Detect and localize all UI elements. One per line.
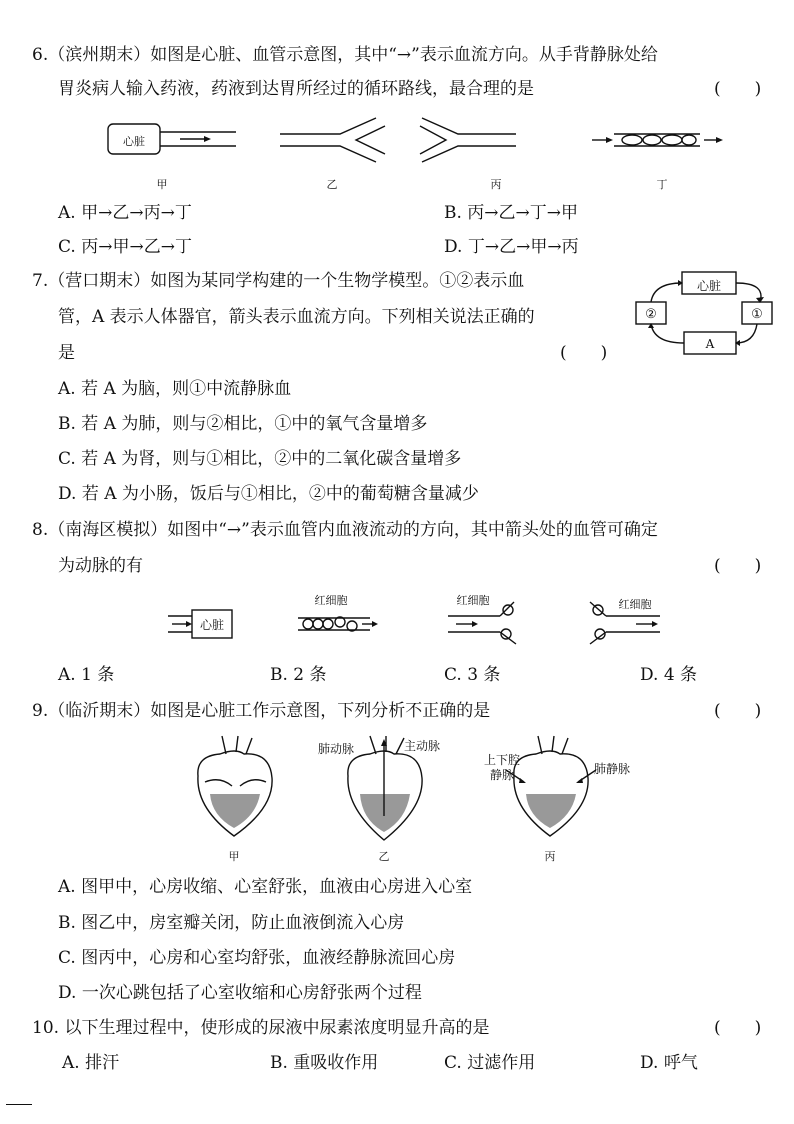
q9-option-c[interactable]: C. 图丙中，心房和心室均舒张，血液经静脉流回心房: [58, 948, 456, 968]
q6-option-c[interactable]: C. 丙→甲→乙→丁: [58, 237, 192, 257]
q8-figures: [0, 590, 794, 650]
q7-option-c[interactable]: C. 若 A 为肾，则与①相比，②中的二氧化碳含量增多: [58, 449, 462, 469]
q9-heart-diagrams: [0, 736, 794, 846]
q8-rbc-label-2: 红细胞: [456, 594, 490, 607]
q7-option-a[interactable]: A. 若 A 为脑，则①中流静脉血: [58, 379, 292, 399]
q6-option-d[interactable]: D. 丁→乙→甲→丙: [444, 237, 579, 257]
q10-option-a[interactable]: A. 排汗: [62, 1053, 120, 1073]
q9-option-a[interactable]: A. 图甲中，心房收缩、心室舒张，血液由心房进入心室: [58, 877, 473, 897]
q9-aorta-label: 主动脉: [403, 739, 440, 753]
q7-option-d[interactable]: D. 若 A 为小肠，饭后与①相比，②中的葡萄糖含量减少: [58, 484, 479, 504]
q9-fig-label-2: 乙: [378, 850, 390, 863]
q8-option-d[interactable]: D. 4 条: [640, 665, 698, 685]
q10-answer-paren[interactable]: ( ): [714, 1018, 762, 1038]
q8-stem-line2: 为动脉的有: [58, 556, 143, 576]
q9-pulmonary-vein-label: 肺静脉: [593, 762, 630, 776]
q6-heart-label: 心脏: [123, 135, 145, 148]
q9-option-b[interactable]: B. 图乙中，房室瓣关闭，防止血液倒流入心房: [58, 913, 405, 933]
q8-option-b[interactable]: B. 2 条: [270, 665, 327, 685]
q6-answer-paren[interactable]: ( ): [714, 79, 762, 99]
q8-option-a[interactable]: A. 1 条: [58, 665, 115, 685]
q9-fig-label-3: 丙: [544, 850, 556, 863]
q9-pulmonary-artery-label: 肺动脉: [317, 742, 354, 756]
q7-heart-box: 心脏: [696, 279, 721, 293]
q7-option-b[interactable]: B. 若 A 为肺，则与②相比，①中的氧气含量增多: [58, 414, 428, 434]
q8-stem-line1: 8.（南海区模拟）如图中“→”表示血管内血液流动的方向，其中箭头处的血管可确定: [32, 520, 658, 540]
q9-fig-label-1: 甲: [228, 850, 240, 863]
q6-option-b[interactable]: B. 丙→乙→丁→甲: [444, 203, 579, 223]
q9-vena-cava-label-2: 静脉: [489, 768, 514, 782]
q10-stem: 10. 以下生理过程中，使形成的尿液中尿素浓度明显升高的是: [32, 1018, 490, 1038]
q7-organ-a: A: [705, 337, 715, 351]
q6-option-a[interactable]: A. 甲→乙→丙→丁: [58, 203, 192, 223]
q10-option-c[interactable]: C. 过滤作用: [444, 1053, 536, 1073]
q7-vessel-1: ①: [751, 307, 763, 322]
q7-stem-line1: 7.（营口期末）如图为某同学构建的一个生物学模型。①②表示血: [32, 271, 525, 291]
q7-stem-line3: 是: [58, 343, 75, 363]
q6-stem-line1: 6.（滨州期末）如图是心脏、血管示意图，其中“→”表示血流方向。从手背静脉处给: [32, 45, 658, 65]
page-footer-rule: [6, 1104, 32, 1105]
q10-option-b[interactable]: B. 重吸收作用: [270, 1053, 379, 1073]
q8-rbc-label-1: 红细胞: [314, 594, 348, 607]
q7-vessel-2: ②: [645, 307, 657, 322]
q6-stem-line2: 胃炎病人输入药液，药液到达胃所经过的循环路线，最合理的是: [58, 79, 534, 99]
q6-fig-label-4: 丁: [656, 178, 668, 191]
q8-rbc-label-3: 红细胞: [618, 598, 652, 611]
q7-answer-paren[interactable]: ( ): [560, 343, 608, 363]
q9-answer-paren[interactable]: ( ): [714, 701, 762, 721]
q9-vena-cava-label-1: 上下腔: [483, 753, 520, 767]
q9-option-d[interactable]: D. 一次心跳包括了心室收缩和心房舒张两个过程: [58, 983, 422, 1003]
q8-answer-paren[interactable]: ( ): [714, 556, 762, 576]
q8-option-c[interactable]: C. 3 条: [444, 665, 501, 685]
q10-option-d[interactable]: D. 呼气: [640, 1053, 698, 1073]
q6-fig-label-3: 丙: [490, 178, 502, 191]
q6-fig-label-2: 乙: [326, 178, 338, 191]
q7-stem-line2: 管，A 表示人体器官，箭头表示血流方向。下列相关说法正确的: [58, 307, 535, 327]
q9-stem: 9.（临沂期末）如图是心脏工作示意图，下列分析不正确的是: [32, 701, 491, 721]
q8-heart-label: 心脏: [199, 618, 224, 632]
q6-fig-label-1: 甲: [156, 178, 168, 191]
